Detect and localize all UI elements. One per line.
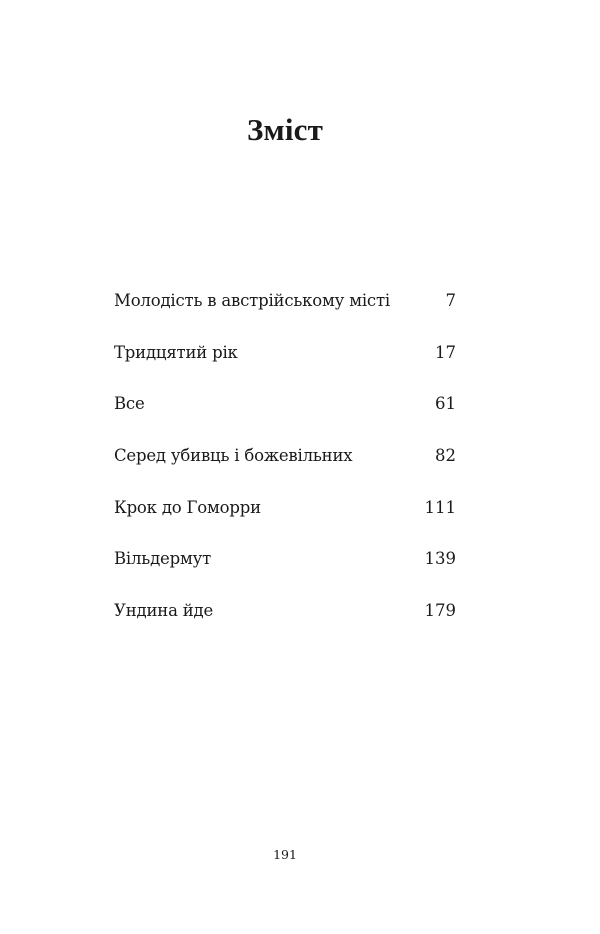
- toc-entry: [114, 390, 456, 442]
- toc-entry-page: 61: [435, 394, 456, 414]
- toc-entry-title: Вільдермут: [114, 549, 212, 569]
- toc-entry: [114, 339, 456, 391]
- page-title: Зміст: [246, 112, 324, 147]
- toc-entry-title: Молодість в австрійському місті: [114, 291, 390, 310]
- toc-entry-page: 17: [435, 342, 456, 362]
- toc-entry: [114, 494, 456, 546]
- toc-entry-title: Ундина йде: [114, 601, 214, 621]
- page-number: 191: [273, 847, 297, 862]
- toc-entry-title: Тридцятий рік: [114, 342, 238, 362]
- toc-entry-page: 82: [435, 446, 456, 466]
- toc-entry: [114, 545, 456, 597]
- toc-entry: [114, 597, 456, 649]
- toc-entry-page: 139: [424, 549, 456, 569]
- toc-entry-title: Серед убивць і божевільних: [114, 446, 353, 466]
- toc-entry-page: 111: [424, 497, 456, 517]
- table-of-contents: [114, 287, 456, 649]
- toc-entry-title: Крок до Гоморри: [114, 497, 261, 517]
- toc-entry: [114, 442, 456, 494]
- toc-entry-title: Все: [114, 394, 145, 414]
- toc-entry-page: 179: [424, 601, 456, 621]
- toc-entry: [114, 287, 456, 339]
- toc-entry-page: 7: [445, 291, 456, 310]
